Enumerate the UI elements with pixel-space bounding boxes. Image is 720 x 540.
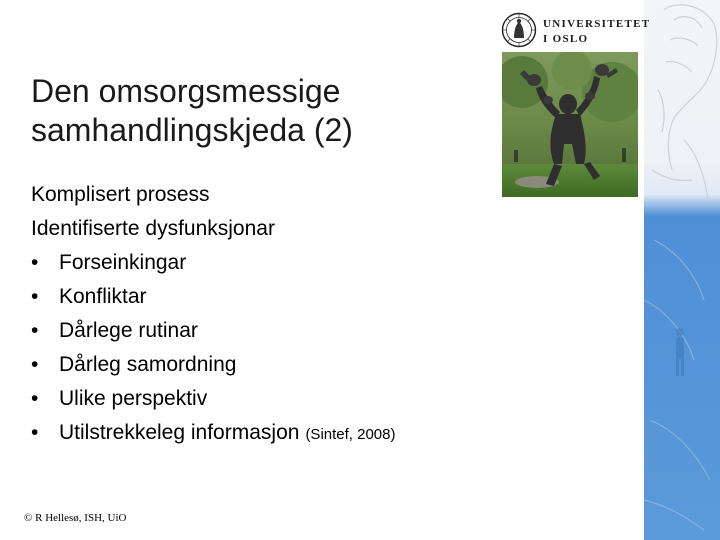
bullet-text: Forseinkingar (59, 251, 187, 274)
list-item (31, 280, 511, 314)
list-item (31, 416, 511, 452)
bullet-text: Ulike perspektiv (59, 387, 208, 410)
citation: (Sintef, 2008) (305, 426, 396, 443)
bullet-text: Dårleg samordning (59, 353, 237, 376)
university-logo (501, 12, 651, 52)
footer-credit: © R Hellesø, ISH, UiO (24, 512, 127, 524)
logo-line1: UNIVERSITETET (543, 18, 651, 30)
bullet-icon: • (31, 387, 39, 410)
sculpture-photo (502, 52, 638, 197)
university-seal-icon (501, 12, 537, 48)
title-line1: Den omsorgsmessige (31, 73, 341, 109)
bullet-text: Konfliktar (59, 285, 147, 308)
slide-body (31, 178, 511, 452)
bullet-text: Utilstrekkeleg informasjon (59, 421, 300, 444)
list-item (31, 246, 511, 280)
logo-line2: I OSLO (543, 33, 589, 45)
list-item (31, 382, 511, 416)
decorative-figures (644, 0, 720, 540)
title-line2: samhandlingskjeda (2) (31, 112, 353, 148)
bullet-icon: • (31, 353, 39, 376)
list-item (31, 314, 511, 348)
bullet-text: Dårlege rutinar (59, 319, 198, 342)
slide-title (31, 72, 491, 150)
bullet-icon: • (31, 251, 39, 274)
decorative-strip (644, 0, 720, 540)
body-line2: Identifiserte dysfunksjonar (31, 217, 275, 240)
list-item (31, 348, 511, 382)
bullet-icon: • (31, 421, 39, 444)
bullet-icon: • (31, 285, 39, 308)
bullet-icon: • (31, 319, 39, 342)
body-line1: Komplisert prosess (31, 183, 210, 206)
